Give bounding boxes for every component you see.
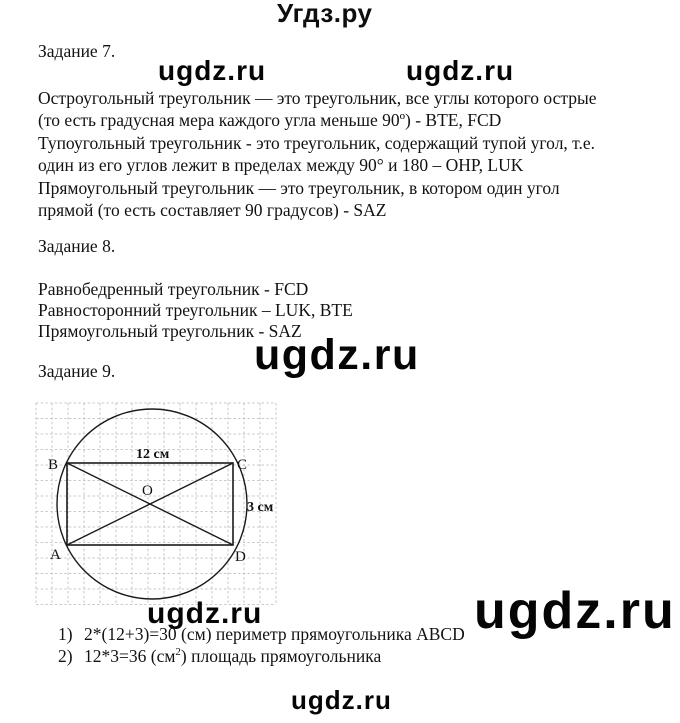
task8-heading: Задание 8. bbox=[38, 236, 116, 256]
answer-1-text: 2*(12+3)=30 (см) периметр прямоугольника ABCD bbox=[84, 624, 465, 644]
watermark-middle: ugdz.ru bbox=[254, 331, 420, 379]
watermark-top-right: ugdz.ru bbox=[406, 55, 515, 86]
task7-line-2: (то есть градусная мера каждого угла меньше 90º) - BTE, FCD bbox=[38, 110, 502, 131]
task7-line-4: один из его углов лежит в пределах между 90° и 180 – OHP, LUK bbox=[38, 155, 524, 176]
vertex-label-b: B bbox=[48, 457, 59, 473]
height-dimension-label: 3 см bbox=[247, 500, 274, 515]
task7-paragraph bbox=[38, 87, 597, 221]
site-title: Угдз.ру bbox=[277, 0, 373, 28]
vertex-label-a: A bbox=[50, 547, 61, 563]
answer-2-text-post: ) площадь прямоугольника bbox=[180, 646, 382, 666]
task7-line-3: Тупоугольный треугольник - это треугольник, содержащий тупой угол, т.е. bbox=[38, 132, 596, 153]
answer-2-superscript: 2 bbox=[175, 646, 181, 659]
task7-line-1: Остроугольный треугольник — это треугольник, все углы которого острые bbox=[38, 88, 597, 108]
vertex-label-d: D bbox=[235, 549, 246, 565]
task9-heading: Задание 9. bbox=[38, 361, 116, 381]
task8-line-2: Равносторонний треугольник – LUK, BTE bbox=[38, 300, 353, 320]
width-dimension-label: 12 см bbox=[136, 447, 170, 462]
answer-2-text-pre: 12*3=36 (см bbox=[84, 646, 176, 666]
answer-line-1 bbox=[58, 623, 465, 645]
task7-line-6: прямой (то есть составляет 90 градусов) - SAZ bbox=[38, 200, 387, 221]
task9-answers bbox=[58, 623, 465, 667]
watermark-bottom-center: ugdz.ru bbox=[291, 685, 392, 715]
answer-line-2 bbox=[58, 645, 465, 667]
task9-figure bbox=[30, 398, 280, 613]
grid-paper bbox=[36, 403, 276, 605]
answer-2-number: 2) bbox=[58, 646, 73, 666]
watermark-top-left: ugdz.ru bbox=[158, 55, 267, 86]
watermark-bottom-left: ugdz.ru bbox=[147, 597, 263, 630]
task7-line-5: Прямоугольный треугольник — это треугольник, в котором один угол bbox=[38, 177, 560, 198]
center-label-o: O bbox=[142, 483, 153, 499]
circle bbox=[57, 409, 247, 599]
vertex-label-c: C bbox=[237, 457, 248, 473]
task7-heading: Задание 7. bbox=[38, 41, 116, 61]
task8-line-1: Равнобедренный треугольник - FCD bbox=[38, 279, 309, 299]
answer-1-number: 1) bbox=[58, 624, 73, 644]
watermark-bottom-right: ugdz.ru bbox=[474, 582, 676, 640]
task8-line-3: Прямоугольный треугольник - SAZ bbox=[38, 321, 302, 341]
